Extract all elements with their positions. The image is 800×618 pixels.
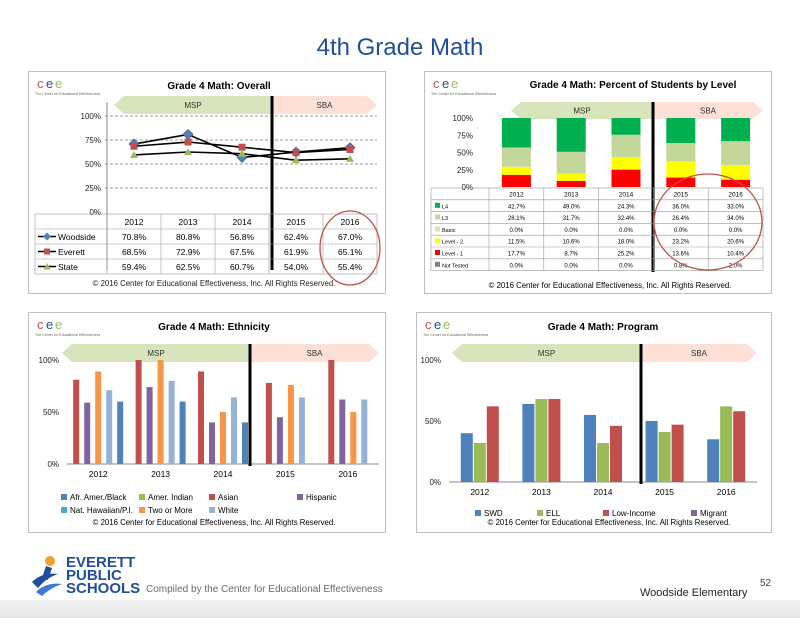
x-tick-label: 2016 <box>338 469 358 479</box>
school-name: Woodside Elementary <box>640 587 748 599</box>
legend-label: Woodside <box>58 232 96 242</box>
bar-l4 <box>502 118 531 147</box>
bar-hispanic <box>147 387 153 464</box>
y-tick-label: 75% <box>84 136 101 145</box>
legend-label: Migrant <box>700 509 727 518</box>
phase-arrows <box>62 344 379 362</box>
x-tick-label: 2016 <box>340 217 360 227</box>
cee-logo-letter: c <box>425 317 432 332</box>
bar-ell <box>474 443 486 482</box>
x-tick-label: 2015 <box>655 487 675 497</box>
cee-logo-letter: e <box>443 317 451 332</box>
legend-label: Basic <box>442 227 456 234</box>
legend-label: Asian <box>218 493 239 502</box>
cee-logo-letter: e <box>451 76 459 91</box>
legend-marker <box>43 233 51 241</box>
page-number: 52 <box>760 578 772 589</box>
legend-label: White <box>218 506 239 515</box>
x-tick-label: 2012 <box>509 191 524 199</box>
y-tick-label: 50% <box>424 417 441 426</box>
x-tick-label: 2013 <box>531 487 551 497</box>
y-tick-label: 100% <box>38 356 59 365</box>
bar-swd <box>584 415 596 482</box>
legend-label: Two or More <box>148 506 193 515</box>
copyright: © 2016 Center for Educational Effectiveness, Inc. All Rights Reserved. <box>92 518 336 527</box>
copyright: © 2016 Center for Educational Effectiveness, Inc. All Rights Reserved. <box>488 281 732 290</box>
bar-low-income <box>672 425 684 482</box>
table-cell: 20.6% <box>727 239 745 246</box>
bar-multi-unlabeled- <box>180 402 186 464</box>
table-cell: 31.7% <box>562 216 580 223</box>
bar-l3 <box>502 147 531 166</box>
cee-logo <box>35 317 100 337</box>
bar-multi-unlabeled- <box>117 402 123 464</box>
legend-swatch <box>61 494 67 500</box>
legend-swatch <box>297 494 303 500</box>
chart-title: Grade 4 Math: Overall <box>167 81 271 92</box>
legend-label: SWD <box>484 509 503 518</box>
table-cell: 17.7% <box>507 251 525 258</box>
chart-title: Grade 4 Math: Percent of Students by Level <box>529 80 737 91</box>
legend-marker <box>44 249 50 255</box>
bar-white <box>169 381 175 464</box>
bar-l3 <box>612 135 641 157</box>
cee-logo <box>35 76 100 96</box>
district-brand <box>66 556 140 595</box>
y-tick-label: 0% <box>429 478 441 487</box>
legend-swatch <box>139 494 145 500</box>
bar-two-or-more <box>220 412 226 464</box>
legend-swatch <box>435 226 440 231</box>
panel-overall <box>28 71 386 294</box>
x-tick-label: 2012 <box>88 469 108 479</box>
legend-swatch <box>435 250 440 255</box>
bar-swd <box>707 439 719 482</box>
legend-label: Amer. Indian <box>148 493 193 502</box>
bar-level-1 <box>666 178 695 187</box>
bar-hispanic <box>277 417 283 464</box>
table-cell: 0.0% <box>619 227 633 234</box>
table-cell: 42.7% <box>507 204 525 211</box>
legend-swatch <box>209 507 215 513</box>
table-cell: 67.5% <box>229 247 255 257</box>
bar-low-income <box>610 426 622 482</box>
y-tick-label: 0% <box>47 460 59 469</box>
msp-label: MSP <box>184 101 202 110</box>
bar-l4 <box>721 118 750 141</box>
table-cell: 23.2% <box>672 239 690 246</box>
bar-level-2 <box>612 157 641 169</box>
point-everett <box>131 143 138 150</box>
x-tick-label: 2014 <box>232 217 252 227</box>
table-cell: 0.0% <box>673 227 688 234</box>
table-cell: 62.5% <box>175 262 201 272</box>
table-cell: 18.0% <box>617 239 635 246</box>
y-tick-label: 75% <box>456 131 473 141</box>
table-cell: 70.8% <box>121 232 147 242</box>
bar-two-or-more <box>288 385 294 464</box>
legend-swatch <box>691 510 697 516</box>
bar-asian <box>136 360 142 464</box>
bar-swd <box>522 404 534 482</box>
chart-ethnicity <box>29 313 387 534</box>
table-cell: 72.9% <box>175 247 201 257</box>
legend-label: Afr. Amer./Black <box>70 493 127 502</box>
bar-level-1 <box>502 175 531 187</box>
table-cell: 36.0% <box>672 204 690 211</box>
table-cell: 49.0% <box>562 204 580 211</box>
cee-logo-letter: c <box>37 76 44 91</box>
cee-logo-letter: e <box>46 76 54 91</box>
bar-l3 <box>557 152 586 174</box>
legend-label: L4 <box>442 204 449 211</box>
y-tick-label: 0% <box>89 208 101 217</box>
compiled-by: Compiled by the Center for Educational Effectiveness <box>146 584 383 595</box>
bar-l4 <box>557 118 586 152</box>
legend-label: Low-Income <box>612 509 656 518</box>
x-tick-label: 2013 <box>178 217 198 227</box>
table-cell: 28.1% <box>507 216 525 223</box>
panel-levels <box>424 71 772 294</box>
data-table <box>431 188 763 271</box>
table-cell: 0.0% <box>564 227 579 234</box>
cee-logo-letter: e <box>55 76 63 91</box>
legend-label: Nat. Hawaiian/P.I. <box>70 506 133 515</box>
legend-swatch <box>475 510 481 516</box>
cee-logo-tagline: The Center for Educational Effectiveness <box>35 333 101 337</box>
table-cell: 59.4% <box>121 262 147 272</box>
bar-l4 <box>612 118 641 135</box>
x-tick-label: 2013 <box>563 191 579 199</box>
footer-band <box>0 600 800 618</box>
panel-ethnicity <box>28 312 386 533</box>
bar-swd <box>461 433 473 482</box>
bar-level-2 <box>721 165 750 180</box>
sba-label: SBA <box>699 106 717 116</box>
point-everett <box>185 139 192 146</box>
table-cell: 61.9% <box>283 247 309 257</box>
copyright: © 2016 Center for Educational Effectiveness, Inc. All Rights Reserved. <box>92 279 336 288</box>
legend-label: Not Tested <box>442 263 469 270</box>
cee-logo-letter: e <box>442 76 450 91</box>
x-tick-label: 2015 <box>286 217 306 227</box>
brand-line2: PUBLIC <box>66 567 122 584</box>
bar-ell <box>659 432 671 482</box>
bar-two-or-more <box>95 371 101 464</box>
y-tick-label: 100% <box>420 356 441 365</box>
table-cell: 60.7% <box>229 262 255 272</box>
legend-swatch <box>435 262 440 267</box>
point-woodside <box>183 129 193 139</box>
table-cell: 2.0% <box>728 263 743 270</box>
chart-overall <box>29 72 387 295</box>
sba-label: SBA <box>690 349 708 358</box>
brand-line3: SCHOOLS <box>66 580 141 597</box>
panel-program <box>416 312 772 533</box>
bar-low-income <box>548 399 560 482</box>
point-everett <box>239 144 246 151</box>
x-tick-label: 2014 <box>618 191 634 199</box>
table-cell: 10.4% <box>727 251 745 258</box>
y-tick-label: 25% <box>456 165 473 175</box>
bar-white <box>361 400 367 464</box>
cee-logo-letter: c <box>433 76 440 91</box>
brand-line1: EVERETT <box>66 554 136 571</box>
table-cell: 0.0% <box>619 263 633 270</box>
chart-title: Grade 4 Math: Ethnicity <box>158 322 270 333</box>
chart-title: Grade 4 Math: Program <box>547 322 659 333</box>
table-cell: 0.8% <box>673 263 688 270</box>
chart-levels <box>425 72 773 295</box>
point-everett <box>347 146 354 153</box>
x-tick-label: 2015 <box>275 469 295 479</box>
bar-level-1 <box>557 181 586 187</box>
table-cell: 0.0% <box>509 263 524 270</box>
cee-logo <box>431 76 496 96</box>
bar-low-income <box>733 411 745 482</box>
table-cell: 24.3% <box>617 204 635 211</box>
msp-label: MSP <box>537 349 556 358</box>
legend-swatch <box>61 507 67 513</box>
bar-l4 <box>666 118 695 143</box>
table-cell: 62.4% <box>283 232 309 242</box>
x-tick-label: 2016 <box>728 191 743 199</box>
y-tick-label: 100% <box>452 114 473 123</box>
y-tick-label: 25% <box>84 184 101 193</box>
msp-label: MSP <box>147 349 165 358</box>
table-cell: 26.4% <box>672 216 690 223</box>
table-cell: 80.8% <box>175 232 201 242</box>
table-cell: 56.8% <box>229 232 255 242</box>
legend-swatch <box>603 510 609 516</box>
bar-two-or-more <box>158 360 164 464</box>
bar-l3 <box>721 141 750 165</box>
bar-asian <box>266 383 272 464</box>
bar-ell <box>535 399 547 482</box>
bar-white <box>106 390 112 464</box>
bar-hispanic <box>339 400 345 464</box>
point-everett <box>293 149 300 156</box>
bar-two-or-more <box>350 412 356 464</box>
bar-asian <box>198 371 204 464</box>
bar-multi-unlabeled- <box>242 422 248 464</box>
cee-logo-letter: e <box>55 317 63 332</box>
bar-level-2 <box>666 161 695 177</box>
y-tick-label: 0% <box>461 183 473 192</box>
table-cell: 11.5% <box>508 239 525 246</box>
bar-level-2 <box>502 167 531 175</box>
x-tick-label: 2016 <box>716 487 736 497</box>
y-tick-label: 50% <box>42 408 59 417</box>
sba-label: SBA <box>316 101 333 110</box>
table-cell: 55.4% <box>337 262 363 272</box>
phase-arrows <box>511 102 763 119</box>
x-tick-label: 2013 <box>151 469 171 479</box>
bar-asian <box>73 380 79 464</box>
table-cell: 0.0% <box>509 227 524 234</box>
copyright: © 2016 Center for Educational Effectiveness, Inc. All Rights Reserved. <box>487 518 731 527</box>
page-title: 4th Grade Math <box>316 34 484 61</box>
legend-label: ELL <box>546 509 561 518</box>
legend-swatch <box>435 203 440 208</box>
table-cell: 8.7% <box>564 251 579 258</box>
legend-label: Hispanic <box>306 493 337 502</box>
bar-hispanic <box>209 422 215 464</box>
table-cell: 34.0% <box>727 216 745 223</box>
table-cell: 68.5% <box>121 247 147 257</box>
x-tick-label: 2012 <box>124 217 144 227</box>
table-cell: 10.6% <box>562 239 580 246</box>
sba-label: SBA <box>306 349 323 358</box>
bar-level-2 <box>557 174 586 181</box>
legend-label: Everett <box>58 247 85 257</box>
x-tick-label: 2014 <box>593 487 613 497</box>
phase-arrows <box>114 96 377 114</box>
bar-white <box>231 397 237 464</box>
legend-label: Level - 1 <box>442 251 464 258</box>
bar-l3 <box>666 143 695 161</box>
legend-swatch <box>139 507 145 513</box>
table-cell: 0.0% <box>564 263 579 270</box>
legend-swatch <box>537 510 543 516</box>
cee-logo-letter: e <box>434 317 442 332</box>
table-cell: 25.2% <box>617 251 635 258</box>
table-cell: 65.1% <box>337 247 363 257</box>
legend-label: Level - 2 <box>442 239 464 246</box>
legend-swatch <box>435 238 440 243</box>
bar-ell <box>597 443 609 482</box>
cee-logo-tagline: The Center for Educational Effectiveness <box>35 92 101 96</box>
y-tick-label: 50% <box>456 148 473 158</box>
bar-asian <box>328 360 334 464</box>
cee-logo-letter: c <box>37 317 44 332</box>
y-tick-label: 100% <box>80 112 101 121</box>
legend-label: State <box>58 262 78 272</box>
bar-hispanic <box>84 403 90 464</box>
x-tick-label: 2014 <box>213 469 233 479</box>
cee-logo-letter: e <box>46 317 54 332</box>
table-cell: 13.6% <box>672 251 690 258</box>
bar-white <box>299 397 305 464</box>
cee-logo-tagline: The Center for Educational Effectiveness <box>423 333 489 337</box>
table-cell: 67.0% <box>337 232 363 242</box>
table-cell: 54.0% <box>283 262 309 272</box>
bar-low-income <box>487 406 499 482</box>
legend-swatch <box>209 494 215 500</box>
x-tick-label: 2012 <box>470 487 490 497</box>
bar-ell <box>720 406 732 482</box>
bar-swd <box>646 421 658 482</box>
table-cell: 32.4% <box>617 216 635 223</box>
x-tick-label: 2015 <box>673 191 689 199</box>
table-cell: 33.0% <box>727 204 745 211</box>
cee-logo <box>423 317 488 337</box>
cee-logo-tagline: The Center for Educational Effectiveness <box>431 92 497 96</box>
everett-logo-icon <box>28 552 64 596</box>
chart-program <box>417 313 773 534</box>
phase-arrows <box>452 344 757 362</box>
msp-label: MSP <box>573 106 591 116</box>
y-tick-label: 50% <box>84 160 101 169</box>
table-cell: 0.0% <box>728 227 743 234</box>
legend-swatch <box>435 215 440 220</box>
legend-label: L3 <box>442 216 449 223</box>
bar-level-1 <box>612 170 641 187</box>
